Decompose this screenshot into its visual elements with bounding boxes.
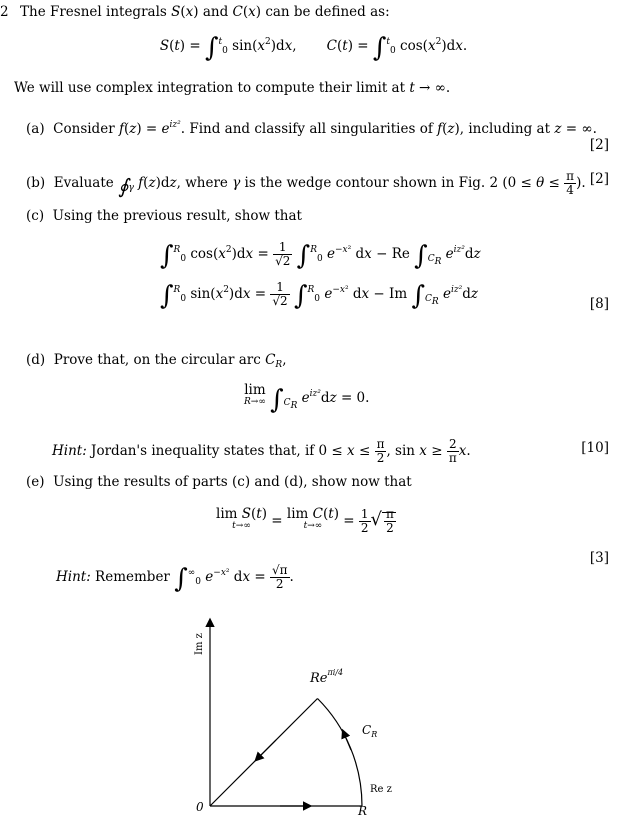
diagonal-arrow [256, 740, 276, 760]
part-d-eq: lim R→∞ $\int_{C_R}$ $e^{iz^2}dz = 0$. [244, 382, 370, 415]
question-number: 2 [0, 4, 9, 20]
part-c-eq2: ∫$^R_0$ $\sin(x^2)dx$ = $\frac{1}{√2}$ ∫$^R_0$ $e^{-x^2}$ dx − Im $\int_{C_R}$ $e^{iz^2}dz$ [160, 279, 478, 311]
part-e-hint: Hint: Remember $\int^\infty_0$ $e^{-x^2}$ dx = $\frac{√\pi}{2}$ . [56, 562, 294, 594]
apex-label: $Re^{\pi i/4}$ [310, 668, 344, 686]
origin-label: 0 [196, 800, 204, 814]
method-line: We will use complex integration to compute their limit at t → ∞. [14, 80, 451, 96]
arc-c-r [318, 699, 363, 807]
part-b-marks: [2] [589, 171, 609, 187]
arc-arrow [343, 731, 351, 750]
part-d-hint: Hint: Jordan's inequality states that, if 0 ≤ x ≤ $\frac{\pi}{2}$ , sin x ≥ $\frac{2}{\pi}$ x. [52, 437, 471, 466]
wedge-contour-figure [180, 610, 420, 822]
part-a-marks: [2] [589, 137, 609, 153]
part-c-eq1: ∫$^R_0$ $\cos(x^2)dx$ = $\frac{1}{√2}$ ∫$^R_0$ $e^{-x^2}$ dx − Re $\int_{C_R}$ $e^{iz^2}dz$ [160, 239, 481, 271]
part-c-marks: [8] [589, 296, 609, 312]
definition-formula: S(t) = ∫$^t_0$ $\sin(x^2)dx$, C(t) = ∫$^t_0$ $\cos(x^2)dx$. [159, 33, 468, 63]
part-e-eq: lim S(t) t→∞ = lim C(t) t→∞ = $\frac{1}{2}$ √ $\frac{\pi}{2}$ [216, 506, 394, 536]
intro-text: The Fresnel integrals S(x) and C(x) can be defined as: [20, 4, 390, 20]
part-d-text: (d) Prove that, on the circular arc $C_R$, [26, 352, 287, 370]
part-e-marks: [3] [589, 550, 609, 566]
arc-label: $C_R$ [362, 723, 378, 739]
real-axis-label: Re z [370, 784, 392, 795]
part-b-text: (b) Evaluate $∮_\gamma$ f(z)dz, where γ is the wedge contour shown in Fig. 2 (0 ≤ θ ≤ $\frac{\pi}{4}$ ). [26, 169, 586, 199]
part-d-marks: [10] [581, 440, 609, 456]
part-e-text: (e) Using the results of parts (c) and (d), show now that [26, 474, 412, 490]
imaginary-axis-label: Im z [194, 633, 205, 655]
r-label: R [358, 804, 368, 818]
part-c-text: (c) Using the previous result, show that [26, 208, 302, 224]
part-a-text: (a) Consider $f(z) = e^{iz^2}$. Find and classify all singularities of f(z), including at z = ∞. [26, 120, 597, 137]
